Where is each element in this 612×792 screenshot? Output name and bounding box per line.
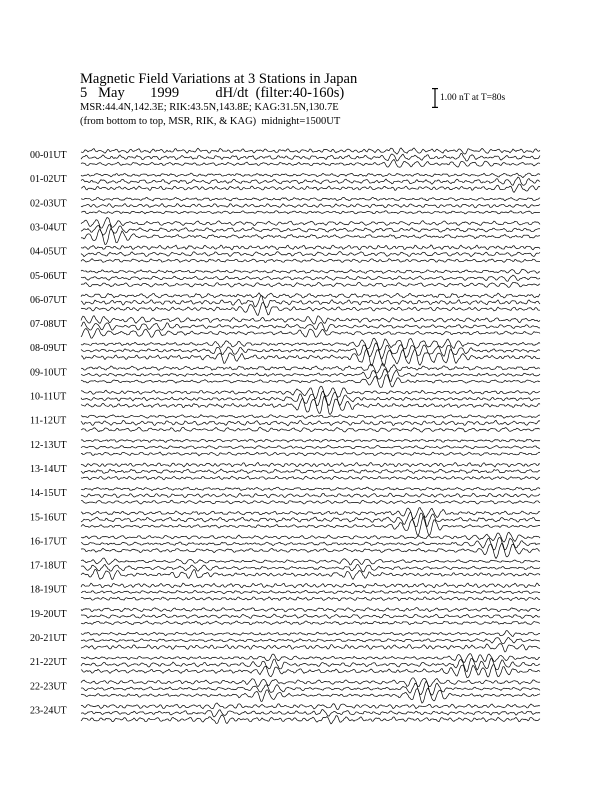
hour-row (30, 439, 540, 456)
row-label: 15-16UT (30, 512, 67, 524)
station-trace-msr (81, 476, 540, 480)
date-month: May (98, 85, 125, 101)
row-label: 09-10UT (30, 367, 67, 379)
station-trace-rik (81, 322, 540, 331)
station-trace-msr (81, 259, 540, 263)
station-trace-rik (81, 445, 540, 449)
hour-row (30, 316, 540, 339)
station-trace-msr (81, 500, 540, 504)
station-trace-msr (81, 644, 540, 652)
station-trace-rik (81, 420, 540, 425)
row-label: 20-21UT (30, 633, 67, 644)
station-trace-msr (81, 375, 540, 388)
row-label: 04-05UT (30, 246, 67, 258)
station-trace-kag (81, 364, 540, 373)
hour-row (30, 245, 540, 263)
station-trace-kag (81, 173, 540, 178)
station-trace-msr (81, 427, 540, 432)
station-trace-msr (81, 184, 540, 192)
date-year: 1999 (150, 85, 180, 101)
station-trace-msr (81, 159, 540, 167)
row-label: 12-13UT (30, 439, 67, 451)
station-trace-rik (81, 153, 540, 161)
hour-row (30, 508, 540, 536)
row-label: 03-04UT (30, 222, 67, 234)
station-trace-kag (81, 386, 540, 398)
station-trace-rik (81, 391, 540, 406)
station-trace-kag (81, 487, 540, 491)
hour-row (30, 558, 540, 580)
station-trace-msr (81, 328, 540, 338)
station-trace-msr (81, 597, 540, 601)
row-label: 21-22UT (30, 657, 67, 669)
station-trace-rik (81, 252, 540, 257)
station-trace-rik (81, 682, 540, 696)
hour-row (30, 487, 540, 504)
station-trace-msr (81, 543, 540, 559)
station-trace-rik (81, 225, 540, 236)
station-trace-kag (81, 678, 540, 687)
row-label: 00-01UT (30, 150, 67, 161)
station-trace-msr (81, 349, 540, 366)
station-trace-rik (81, 537, 540, 550)
station-trace-rik (81, 369, 540, 382)
station-trace-rik (81, 638, 540, 644)
station-trace-kag (81, 558, 540, 565)
filter-label: (filter:40-160s) (255, 85, 345, 101)
row-label: 16-17UT (30, 536, 67, 548)
hour-row (30, 631, 540, 652)
station-trace-kag (81, 631, 540, 637)
station-trace-rik (81, 275, 540, 281)
hour-row (30, 654, 540, 678)
hour-row (30, 462, 540, 479)
hour-row (30, 148, 540, 167)
hour-row (30, 269, 540, 287)
station-trace-msr (81, 303, 540, 316)
date-day: 5 (80, 85, 88, 101)
hour-row (30, 532, 540, 558)
hour-row (30, 608, 540, 625)
row-label: 02-03UT (30, 198, 67, 210)
row-label: 17-18UT (30, 560, 67, 572)
station-trace-rik (81, 493, 540, 497)
hour-row (30, 364, 540, 388)
station-trace-kag (81, 245, 540, 250)
station-trace-kag (81, 462, 540, 467)
station-trace-kag (81, 439, 540, 442)
row-label: 10-11UT (30, 391, 67, 403)
quantity-label: dH/dt (215, 85, 249, 101)
station-trace-msr (81, 569, 540, 579)
station-trace-msr (81, 688, 540, 703)
stations-line: MSR:44.4N,142.3E; RIK:43.5N,143.8E; KAG:31.5N,130.7E (80, 102, 339, 113)
hour-row (30, 293, 540, 316)
station-trace-kag (81, 508, 540, 519)
station-trace-msr (81, 516, 540, 536)
hour-row (30, 386, 540, 414)
hour-row (30, 218, 540, 245)
station-trace-msr (81, 452, 540, 456)
station-trace-kag (81, 583, 540, 588)
station-trace-rik (81, 614, 540, 618)
station-trace-kag (81, 148, 540, 154)
row-label: 19-20UT (30, 608, 67, 620)
station-trace-msr (81, 621, 540, 625)
station-trace-kag (81, 654, 540, 663)
row-label: 11-12UT (30, 415, 67, 427)
hour-row (30, 678, 540, 703)
station-trace-kag (81, 269, 540, 274)
station-trace-msr (81, 715, 540, 724)
station-trace-rik (81, 204, 540, 208)
row-label: 13-14UT (30, 463, 67, 475)
row-label: 08-09UT (30, 343, 67, 355)
row-label: 05-06UT (30, 270, 67, 282)
station-trace-msr (81, 228, 540, 244)
scale-label: 1.00 nT at T=80s (440, 93, 506, 103)
station-trace-rik (81, 513, 540, 527)
row-label: 07-08UT (30, 319, 67, 331)
station-trace-kag (81, 197, 540, 200)
station-trace-msr (81, 282, 540, 287)
row-label: 01-02UT (30, 174, 67, 186)
station-trace-rik (81, 469, 540, 473)
row-label: 23-24UT (30, 705, 67, 717)
station-trace-kag (81, 218, 540, 229)
hour-row (30, 197, 540, 214)
station-trace-rik (81, 564, 540, 572)
order-line: (from bottom to top, MSR, RIK, & KAG) midnight=1500UT (80, 116, 341, 127)
station-trace-kag (81, 703, 540, 710)
row-label: 14-15UT (30, 488, 67, 500)
hour-row (30, 338, 540, 366)
hour-row (30, 415, 540, 432)
row-label: 06-07UT (30, 294, 67, 306)
row-label: 18-19UT (30, 584, 67, 596)
hour-row (30, 173, 540, 192)
station-trace-kag (81, 532, 540, 542)
station-trace-kag (81, 293, 540, 299)
hour-row (30, 703, 540, 724)
station-trace-msr (81, 211, 540, 214)
hour-row (30, 583, 540, 601)
row-label: 22-23UT (30, 681, 67, 693)
station-trace-rik (81, 590, 540, 593)
station-trace-rik (81, 177, 540, 185)
station-trace-kag (81, 316, 540, 325)
station-trace-rik (81, 710, 540, 717)
station-trace-kag (81, 415, 540, 419)
station-trace-kag (81, 608, 540, 612)
chart-title: Magnetic Field Variations at 3 Stations in Japan (80, 71, 358, 87)
